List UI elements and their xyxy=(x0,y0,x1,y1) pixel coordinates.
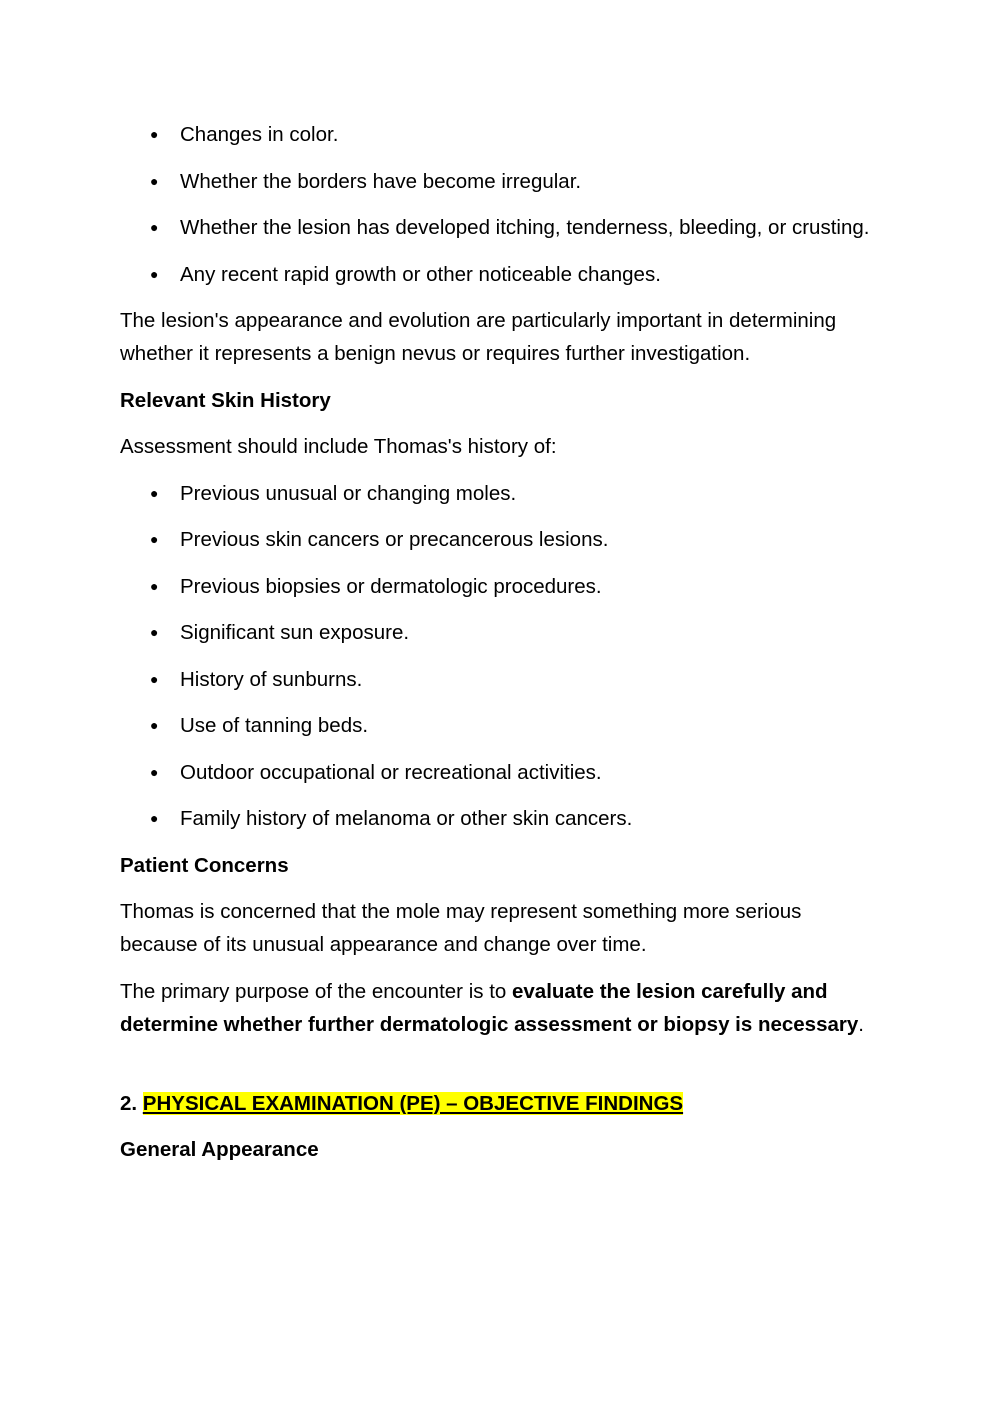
list-item: ● Whether the lesion has developed itching, tenderness, bleeding, or crusting. xyxy=(120,211,880,244)
bullet-icon: ● xyxy=(150,763,159,780)
bullet-icon: ● xyxy=(150,265,159,282)
list-item: ● Changes in color. xyxy=(120,118,880,151)
skin-history-heading: Relevant Skin History xyxy=(120,388,331,412)
general-appearance-heading: General Appearance xyxy=(120,1138,319,1161)
section-number: 2. xyxy=(120,1091,143,1115)
bullet-icon: ● xyxy=(150,670,159,687)
bullet-icon: ● xyxy=(150,624,159,640)
list-item: ● History of sunburns. xyxy=(120,663,880,696)
list-item: ● Use of tanning beds. xyxy=(120,709,880,742)
list-item: ● Previous skin cancers or precancerous lesions. xyxy=(120,523,880,556)
bullet-icon: ● xyxy=(150,717,159,733)
lesion-changes-list xyxy=(120,118,880,291)
list-item: ● Family history of melanoma or other skin cancers. xyxy=(120,802,880,835)
bullet-icon: ● xyxy=(150,219,159,235)
section-2-heading xyxy=(120,1087,880,1120)
skin-history-list xyxy=(120,477,880,836)
list-item: ● Previous biopsies or dermatologic procedures. xyxy=(120,570,880,603)
skin-history-intro: Assessment should include Thomas's history of: xyxy=(120,435,557,458)
section-title: PHYSICAL EXAMINATION (PE) – OBJECTIVE FINDINGS xyxy=(142,1091,684,1115)
document-page xyxy=(120,0,880,1180)
list-item: ● Whether the borders have become irregular. xyxy=(120,165,880,198)
evolution-paragraph: The lesion's appearance and evolution are particularly important in determining whether it represents a benign nevus or requires further investigation. xyxy=(120,309,837,365)
list-item: ● Any recent rapid growth or other noticeable changes. xyxy=(120,258,880,291)
list-item: ● Previous unusual or changing moles. xyxy=(120,477,880,510)
bullet-icon: ● xyxy=(150,810,159,826)
list-item: ● Significant sun exposure. xyxy=(120,616,880,649)
patient-concerns-paragraph: Thomas is concerned that the mole may represent something more serious because of its unusual appearance and change over time. xyxy=(120,900,802,956)
purpose-bold: evaluate the lesion carefully and determine whether further dermatologic assessment or biopsy is necessary xyxy=(120,979,859,1036)
list-item: ● Outdoor occupational or recreational activities. xyxy=(120,756,880,789)
encounter-purpose-paragraph xyxy=(120,975,880,1041)
bullet-icon: ● xyxy=(150,484,159,501)
purpose-suffix: . xyxy=(858,1012,864,1036)
patient-concerns-heading: Patient Concerns xyxy=(120,853,289,877)
bullet-icon: ● xyxy=(150,577,159,594)
bullet-icon: ● xyxy=(150,172,159,189)
bullet-icon: ● xyxy=(150,126,159,142)
bullet-icon: ● xyxy=(150,531,159,547)
purpose-prefix: The primary purpose of the encounter is to xyxy=(120,979,512,1003)
